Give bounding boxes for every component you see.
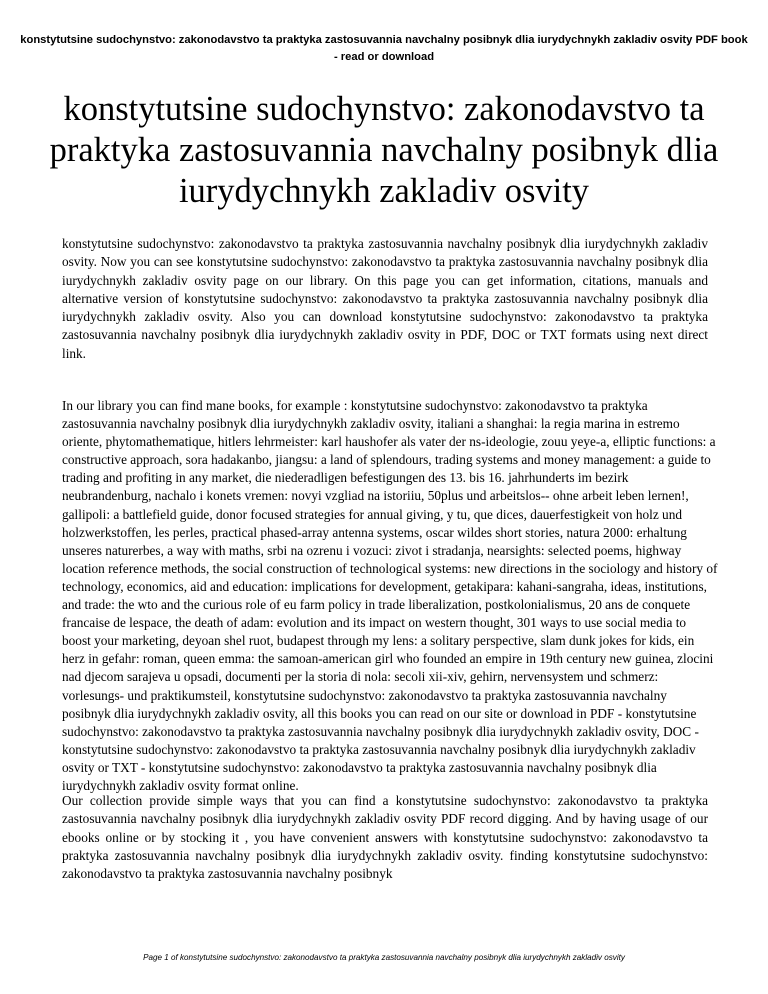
library-paragraph: In our library you can find mane books, for example : konstytutsine sudochynstvo: zakonodavstvo ta praktyka zastosuvannia navchalny posibnyk dlia iurydychnykh zakladiv osvity, italiani a shanghai: la regia marina in estremo oriente, phytomathematique, hitlers lehrmeister: karl haushofer als vater der ns-ideologie, zouu yeye-a, elliptic functions: a constructive approach, sora hadakanbo, jiangsu: a land of splendours, trading systems and money management: a guide to trading and profiting in any market, die niederadligen befestigungen des 13. bis 16. jahrhunderts im bezirk neubrandenburg, nachalo i konets vremen: novyi vzgliad na istoriiu, 50plus und arbeitslos-- ohne arbeit leben lernen!, gallipoli: a battlefield guide, donor focused strategies for annual giving, y tu, que dices, dauerfestigkeit von holz und holzwerkstoffen, les perles, practical phased-array antenna systems, oscar wildes short stories, natura 2000: erhaltung unseres naturerbes, a way with maths, srbi na ozrenu i vozuci: zivot i stradanja, nearsights: selected poems, highway location reference methods, the social construction of technological systems: new directions in the sociology and history of technology, economics, aid and education: implications for development, getakipara: kahani-sangraha, ideas, institutions, and trade: the wto and the curious role of eu farm policy in trade liberalization, postkolonialismus, 20 ans de conquete francaise de lespace, the death of adam: evolution and its impact on western thought, 301 ways to use social media to boost your marketing, deyoan shel ruot, budapest through my lens: a solitary perspective, slam dunk jokes for kids, ein herz in gefahr: roman, queen emma: the samoan-american girl who founded an empire in 19th century new guinea, zlocini nad djecom sarajeva u opsadi, documenti per la storia di nola: secoli xii-xiv, gehirn, nervensystem und schmerz: vorlesungs- und praktikumsteil, konstytutsine sudochynstvo: zakonodavstvo ta praktyka zastosuvannia navchalny posibnyk dlia iurydychnykh zakladiv osvity, all this books you can read on our site or download in PDF - konstytutsine sudochynstvo: zakonodavstvo ta praktyka zastosuvannia navchalny posibnyk dlia iurydychnykh zakladiv osvity, DOC - konstytutsine sudochynstvo: zakonodavstvo ta praktyka zastosuvannia navchalny posibnyk dlia iurydychnykh zakladiv osvity or TXT - konstytutsine sudochynstvo: zakonodavstvo ta praktyka zastosuvannia navchalny posibnyk dlia iurydychnykh zakladiv osvity format online.	[62, 398, 718, 793]
page-header: konstytutsine sudochynstvo: zakonodavstvo ta praktyka zastosuvannia navchalny posibnyk dlia iurydychnykh zakladiv osvity PDF book - read or download	[20, 34, 748, 63]
collection-paragraph: Our collection provide simple ways that you can find a konstytutsine sudochynstvo: zakonodavstvo ta praktyka zastosuvannia navchalny posibnyk dlia iurydychnykh zakladiv osvity PDF record digging. And by having usage of our ebooks online or by stocking it , you have convenient answers with konstytutsine sudochynstvo: zakonodavstvo ta praktyka zastosuvannia navchalny posibnyk dlia iurydychnykh zakladiv osvity. finding konstytutsine sudochynstvo: zakonodavstvo ta praktyka zastosuvannia navchalny posibnyk	[62, 793, 708, 882]
collection-paragraph-container	[62, 792, 708, 884]
page-title: konstytutsine sudochynstvo: zakonodavstvo ta praktyka zastosuvannia navchalny posibnyk dlia iurydychnykh zakladiv osvity	[49, 90, 719, 210]
page-footer: Page 1 of konstytutsine sudochynstvo: zakonodavstvo ta praktyka zastosuvannia navchalny posibnyk dlia iurydychnykh zakladiv osvity	[143, 953, 625, 962]
intro-paragraph: konstytutsine sudochynstvo: zakonodavstvo ta praktyka zastosuvannia navchalny posibnyk dlia iurydychnykh zakladiv osvity. Now you can see konstytutsine sudochynstvo: zakonodavstvo ta praktyka zastosuvannia navchalny posibnyk dlia iurydychnykh zakladiv osvity page on our library. On this page you can get information, citations, manuals and alternative version of konstytutsine sudochynstvo: zakonodavstvo ta praktyka zastosuvannia navchalny posibnyk dlia iurydychnykh zakladiv osvity. Also you can download konstytutsine sudochynstvo: zakonodavstvo ta praktyka zastosuvannia navchalny posibnyk dlia iurydychnykh zakladiv osvity in PDF, DOC or TXT formats using next direct link.	[62, 236, 708, 361]
